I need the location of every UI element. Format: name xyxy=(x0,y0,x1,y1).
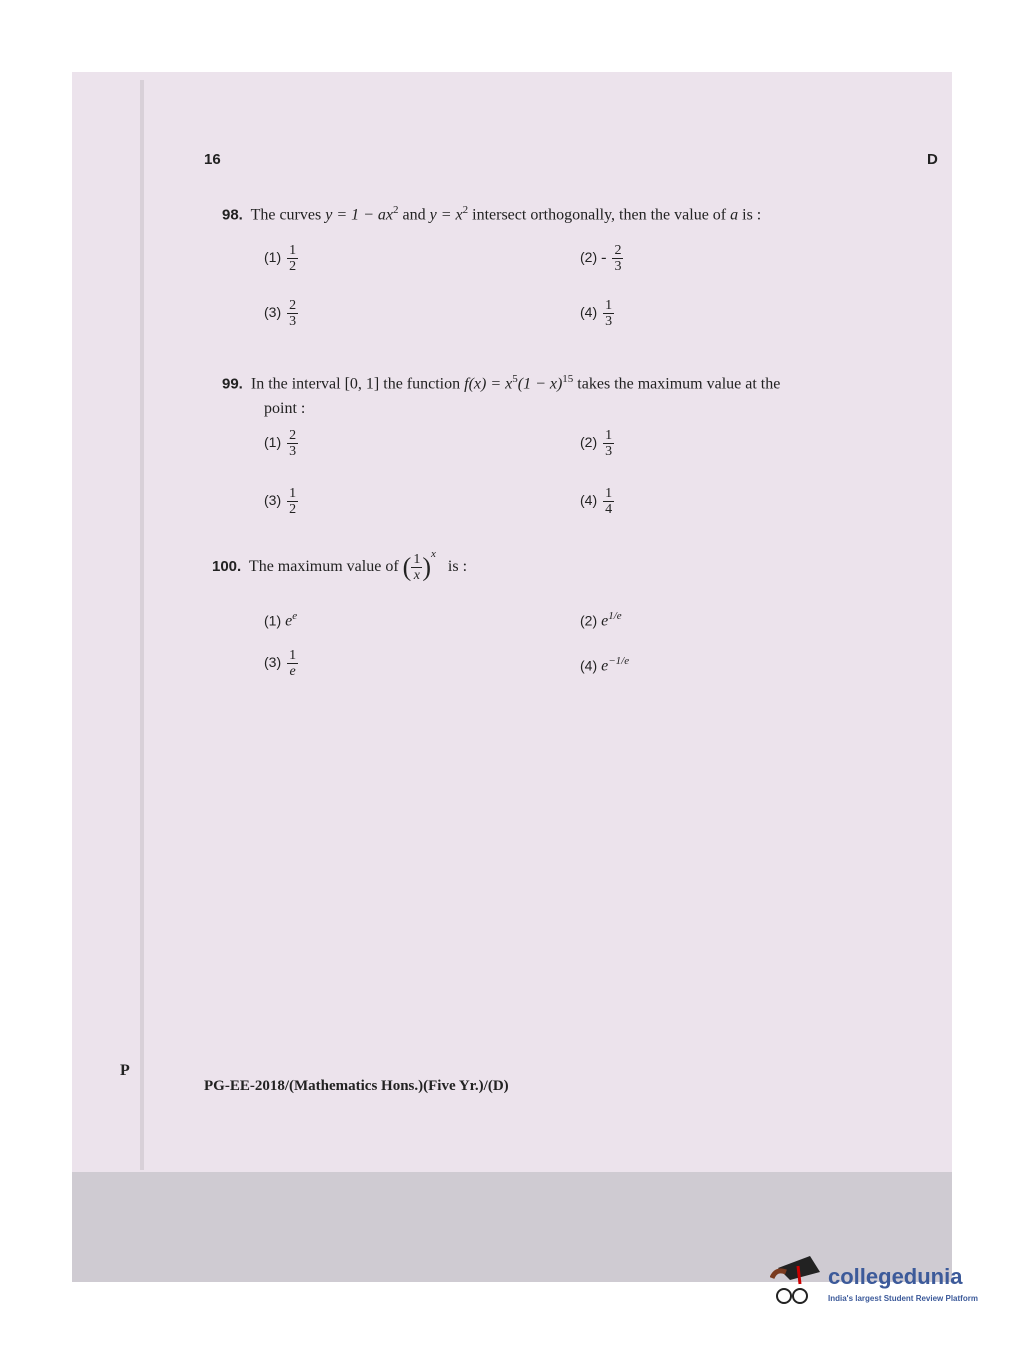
option-label: (3) xyxy=(264,304,282,321)
question-number: 99. xyxy=(222,375,243,393)
fraction xyxy=(603,428,614,459)
option-label: (4) xyxy=(580,657,598,674)
exp: −1/e xyxy=(608,655,630,667)
base: e xyxy=(601,657,609,675)
question-number: 100. xyxy=(212,558,242,575)
question-100: 100. The maximum value of ( $\frac{1}{x}$ )$^x$ is : xyxy=(212,548,468,583)
brand-name: collegedunia xyxy=(828,1264,963,1289)
q-text: point : xyxy=(264,400,306,418)
num: 2 xyxy=(614,243,622,258)
num: 1 xyxy=(289,486,297,501)
option-99-1[interactable] xyxy=(264,428,298,459)
fraction xyxy=(287,298,298,329)
page-edge xyxy=(140,80,144,1170)
option-98-4[interactable] xyxy=(580,298,614,329)
base: e xyxy=(601,612,609,630)
q-text: intersect orthogonally, then the value of xyxy=(468,206,731,224)
set-code: D xyxy=(927,151,938,168)
q-math: (1 − x) xyxy=(517,375,563,393)
num: 2 xyxy=(289,298,297,313)
option-label: (4) xyxy=(580,492,598,509)
num: 1 xyxy=(605,298,613,313)
option-98-1[interactable] xyxy=(264,243,298,274)
den: 3 xyxy=(289,444,297,459)
num: 1 xyxy=(605,428,613,443)
exp: e xyxy=(292,610,298,622)
den: e xyxy=(289,664,296,679)
fraction xyxy=(287,648,298,679)
fraction xyxy=(603,298,614,329)
option-label: (4) xyxy=(580,304,598,321)
option-99-2[interactable] xyxy=(580,428,614,459)
fraction xyxy=(287,486,298,517)
q-math: y = x xyxy=(429,206,463,224)
option-100-1[interactable] xyxy=(264,610,297,630)
den: 3 xyxy=(605,444,613,459)
option-label: (3) xyxy=(264,654,282,671)
option-98-3[interactable] xyxy=(264,298,298,329)
question-98 xyxy=(222,204,761,224)
den: 2 xyxy=(289,259,297,274)
den: 4 xyxy=(605,502,613,517)
option-label: (1) xyxy=(264,612,282,629)
option-label: (1) xyxy=(264,434,282,451)
q-text: and xyxy=(398,206,430,224)
option-100-4[interactable] xyxy=(580,655,629,675)
option-100-3[interactable] xyxy=(264,648,298,679)
num: 1 xyxy=(289,243,297,258)
option-label: (2) xyxy=(580,434,598,451)
num: 1 xyxy=(289,648,297,663)
num: 2 xyxy=(289,428,297,443)
q-math: a xyxy=(730,206,739,224)
q-text: The curves xyxy=(250,206,326,224)
exam-page xyxy=(72,72,952,1282)
q-exp: 15 xyxy=(562,373,574,385)
fraction xyxy=(287,428,298,459)
option-label: (1) xyxy=(264,249,282,266)
q-text: In the interval [0, 1] the function xyxy=(250,375,465,393)
option-label: (3) xyxy=(264,492,282,509)
den: 3 xyxy=(289,314,297,329)
option-99-3[interactable] xyxy=(264,486,298,517)
question-99 xyxy=(222,367,932,421)
q-text: The maximum value of xyxy=(248,558,403,575)
footer-code: PG-EE-2018/(Mathematics Hons.)(Five Yr.)/(D) xyxy=(204,1078,509,1094)
base: e xyxy=(285,612,293,630)
sign: - xyxy=(601,249,607,267)
option-99-4[interactable] xyxy=(580,486,614,517)
q-exp: 5 xyxy=(512,373,518,385)
q-math: y = 1 − ax xyxy=(325,206,394,224)
num: 1 xyxy=(413,551,421,567)
question-number: 98. xyxy=(222,206,243,224)
option-label: (2) xyxy=(580,249,598,266)
fraction xyxy=(603,486,614,517)
den: 3 xyxy=(614,259,622,274)
den: x xyxy=(413,567,420,583)
option-label: (2) xyxy=(580,612,598,629)
den: 3 xyxy=(605,314,613,329)
q-exp: 2 xyxy=(462,204,469,216)
q-text: is : xyxy=(738,206,762,224)
q-text: takes the maximum value at the xyxy=(573,375,781,393)
collegedunia-watermark xyxy=(770,1250,978,1315)
option-100-2[interactable] xyxy=(580,610,622,630)
option-98-2[interactable] xyxy=(580,243,623,274)
fraction xyxy=(612,243,623,274)
page-number: 16 xyxy=(204,151,221,168)
brand-tagline: India's largest Student Review Platform xyxy=(828,1294,978,1303)
den: 2 xyxy=(289,502,297,517)
fraction xyxy=(411,552,422,583)
q-math: f(x) = x xyxy=(464,375,513,393)
fraction xyxy=(287,243,298,274)
mascot-logo-icon xyxy=(770,1250,826,1310)
q-exp: 2 xyxy=(393,204,399,216)
q-text: is : xyxy=(443,558,468,575)
margin-letter: P xyxy=(120,1062,130,1079)
q-exp: x xyxy=(431,548,436,560)
num: 1 xyxy=(605,486,613,501)
exp: 1/e xyxy=(608,610,622,622)
